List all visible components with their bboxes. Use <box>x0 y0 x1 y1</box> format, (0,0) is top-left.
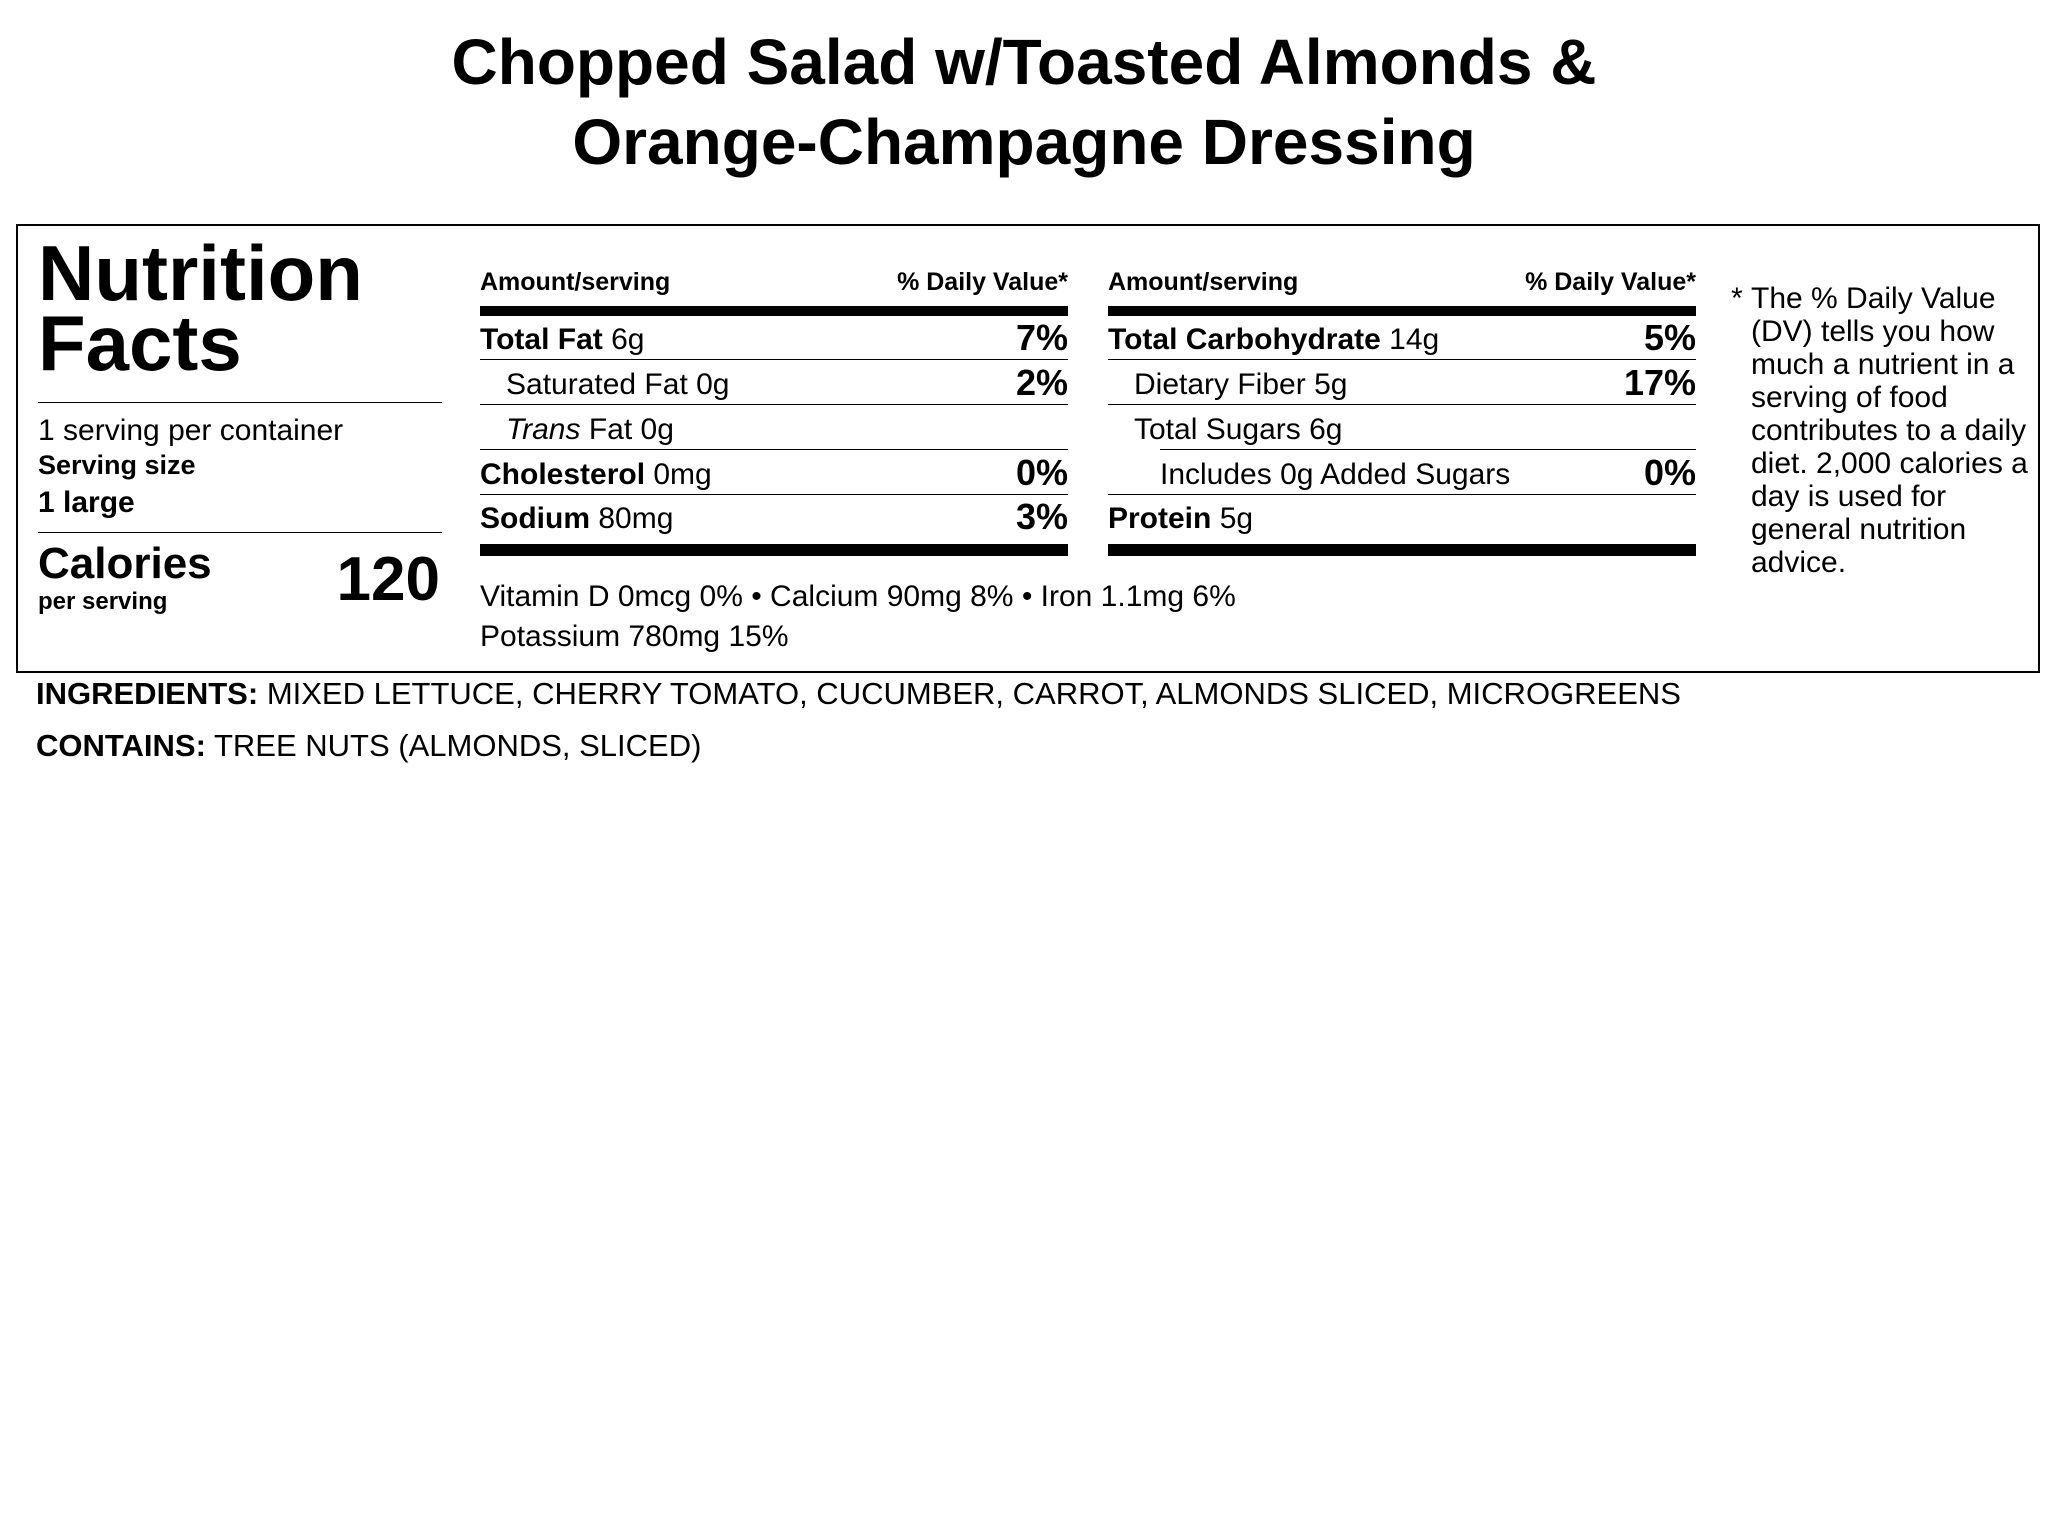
nutrient-dv: 0% <box>1643 452 1696 493</box>
nutrient-name: Cholesterol <box>480 458 646 491</box>
product-title-line1: Chopped Salad w/Toasted Almonds & <box>451 26 1597 98</box>
nutrient-name: Fat <box>588 413 633 446</box>
row-rule <box>1160 449 1696 450</box>
nutrient-row-protein <box>1108 495 1696 539</box>
nutrient-amount: 0g <box>640 413 674 446</box>
row-rule <box>480 449 1068 450</box>
nutrient-name: Saturated Fat <box>506 368 688 401</box>
product-title <box>0 22 2048 182</box>
nutrient-row-total-carbohydrate <box>1108 316 1696 360</box>
nutrient-amount: 0mg <box>653 458 712 491</box>
nutrition-facts-heading <box>38 229 363 387</box>
nutrition-facts-label <box>16 224 2040 673</box>
nutrient-name: Total Carbohydrate <box>1108 323 1381 356</box>
footnote-asterisk: * <box>1731 282 1743 315</box>
nutrient-amount: 5g <box>1219 502 1254 535</box>
nutrient-column-2 <box>1108 226 1696 556</box>
micronutrients-line2: Potassium 780mg 15% <box>480 620 789 653</box>
nutrient-column-1 <box>480 226 1068 556</box>
contains-text: TREE NUTS (ALMONDS, SLICED) <box>213 728 702 763</box>
footnote-text: The % Daily Value (DV) tells you how much a nutrient in a serving of food contributes to a daily diet. 2,000 calories a day is used for general nutrition advice. <box>1751 282 2028 579</box>
nutrient-amount: 6g <box>1309 413 1343 446</box>
row-rule <box>480 359 1068 360</box>
micronutrients-line1: Vitamin D 0mcg 0% • Calcium 90mg 8% • Iron 1.1mg 6% <box>480 580 1236 613</box>
daily-value-header: % Daily Value* <box>1525 268 1696 296</box>
nutrient-amount: 14g <box>1389 323 1440 356</box>
nutrient-name-italic: Trans <box>506 413 581 446</box>
nutrient-name: Protein <box>1108 502 1212 535</box>
per-serving-label: per serving <box>38 588 168 615</box>
nutrient-dv: 17% <box>1623 362 1696 403</box>
calories-label: Calories <box>38 539 212 588</box>
ingredients-text: MIXED LETTUCE, CHERRY TOMATO, CUCUMBER, CARROT, ALMONDS SLICED, MICROGREENS <box>266 676 1681 711</box>
nutrient-amount: 80mg <box>598 502 674 535</box>
allergen-statement <box>36 728 701 764</box>
nutrient-row-total-sugars <box>1108 406 1696 450</box>
ingredients-label: INGREDIENTS: <box>36 676 259 711</box>
divider <box>38 402 442 403</box>
nutrient-name: Sodium <box>480 502 590 535</box>
servings-per-container: 1 serving per container <box>38 414 344 447</box>
calories-value: 120 <box>336 545 440 614</box>
nutrient-name: Total Sugars <box>1134 413 1301 446</box>
row-rule <box>1108 359 1696 360</box>
nutrient-dv: 7% <box>1015 317 1068 358</box>
nutrient-amount: 6g <box>611 323 645 356</box>
nutrient-dv: 3% <box>1015 496 1068 537</box>
divider <box>38 532 442 533</box>
nutrient-row-cholesterol <box>480 451 1068 495</box>
nutrient-row-trans-fat <box>480 406 1068 450</box>
nutrient-name: Dietary Fiber <box>1134 368 1306 401</box>
nutrient-row-saturated-fat <box>480 361 1068 405</box>
thick-rule <box>1108 306 1696 316</box>
ingredients-statement <box>36 676 1681 712</box>
nutrient-row-added-sugars <box>1108 451 1696 495</box>
nutrient-dv: 5% <box>1643 317 1696 358</box>
nutrient-dv: 0% <box>1015 452 1068 493</box>
amount-serving-header: Amount/serving <box>1108 268 1299 296</box>
thick-rule <box>480 306 1068 316</box>
nutrient-name: Includes 0g Added Sugars <box>1160 458 1511 491</box>
product-title-line2: Orange-Champagne Dressing <box>572 106 1476 178</box>
nutrient-dv: 2% <box>1015 362 1068 403</box>
thick-rule <box>480 544 1068 556</box>
thick-rule <box>1108 544 1696 556</box>
heading-line2: Facts <box>38 299 242 387</box>
amount-serving-header: Amount/serving <box>480 268 671 296</box>
nutrient-row-sodium <box>480 495 1068 539</box>
row-rule <box>1108 404 1696 405</box>
row-rule <box>480 404 1068 405</box>
daily-value-header: % Daily Value* <box>897 268 1068 296</box>
nutrient-name: Total Fat <box>480 323 603 356</box>
heading-line1: Nutrition <box>38 229 363 317</box>
nutrient-amount: 5g <box>1314 368 1348 401</box>
contains-label: CONTAINS: <box>36 728 206 763</box>
serving-size-label: Serving size <box>38 450 196 480</box>
nutrient-amount: 0g <box>696 368 730 401</box>
nutrient-row-total-fat <box>480 316 1068 360</box>
nutrient-row-dietary-fiber <box>1108 361 1696 405</box>
serving-size-value: 1 large <box>38 486 135 519</box>
